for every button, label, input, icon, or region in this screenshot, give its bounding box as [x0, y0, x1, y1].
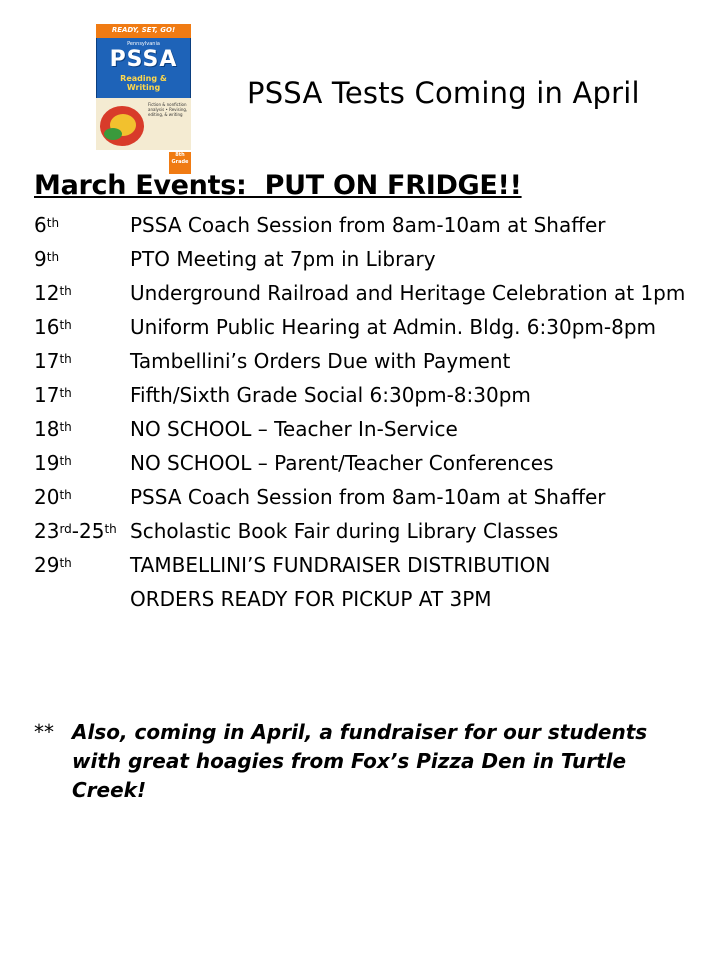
event-day: 29 — [34, 553, 60, 577]
cover-illustration-shape — [104, 128, 122, 140]
event-description: Uniform Public Hearing at Admin. Bldg. 6:30pm-8pm — [130, 315, 657, 339]
event-row — [34, 518, 694, 545]
event-day: 16 — [34, 315, 60, 339]
cover-blurb: Fiction & nonfiction analysis • Revising, editing, & writing — [148, 102, 188, 117]
event-description: PTO Meeting at 7pm in Library — [130, 247, 436, 271]
event-day-suffix: th — [59, 556, 72, 570]
event-day-suffix: th — [59, 284, 72, 298]
event-day: 20 — [34, 485, 60, 509]
event-day-suffix: th — [46, 250, 60, 264]
event-date — [34, 586, 130, 613]
event-description: Tambellini’s Orders Due with Payment — [130, 349, 511, 373]
event-day-suffix: rd — [59, 522, 72, 536]
cover-state: Pennsylvania — [127, 41, 160, 47]
event-day-suffix: th — [59, 420, 72, 434]
event-row — [34, 280, 694, 307]
event-day: 19 — [34, 451, 60, 475]
event-date — [34, 484, 130, 511]
event-date — [34, 450, 130, 477]
event-row — [34, 416, 694, 443]
note-text: Also, coming in April, a fundraiser for our students with great hoagies from Fox’s Pizza Den in Turtle Creek! — [72, 720, 648, 802]
event-row — [34, 314, 694, 341]
event-day-suffix: th — [59, 352, 72, 366]
event-description: Underground Railroad and Heritage Celebration at 1pm — [130, 281, 686, 305]
event-day-suffix: th — [59, 386, 72, 400]
event-date — [34, 280, 130, 307]
event-day: 23 — [34, 519, 60, 543]
event-day-end: -25 — [71, 519, 105, 543]
event-date — [34, 518, 130, 545]
event-row — [34, 212, 694, 239]
event-description: PSSA Coach Session from 8am-10am at Shaffer — [130, 485, 606, 509]
event-day: 9 — [34, 247, 47, 271]
event-row — [34, 552, 694, 579]
event-date — [34, 212, 130, 239]
event-description: PSSA Coach Session from 8am-10am at Shaffer — [130, 213, 606, 237]
event-description: NO SCHOOL – Parent/Teacher Conferences — [130, 451, 554, 475]
event-day: 12 — [34, 281, 60, 305]
event-day-suffix: th — [59, 488, 72, 502]
page-title: PSSA Tests Coming in April — [247, 76, 640, 110]
event-day-end-suffix: th — [104, 522, 117, 536]
event-day: 17 — [34, 349, 60, 373]
event-date — [34, 246, 130, 273]
fundraiser-note — [34, 718, 694, 805]
event-row — [34, 586, 694, 613]
event-description: Fifth/Sixth Grade Social 6:30pm-8:30pm — [130, 383, 531, 407]
event-day: 17 — [34, 383, 60, 407]
cover-title: PSSA — [109, 47, 178, 72]
pssa-book-cover-image — [96, 24, 191, 165]
event-date — [34, 314, 130, 341]
event-row — [34, 246, 694, 273]
event-description: NO SCHOOL – Teacher In-Service — [130, 417, 458, 441]
event-description: TAMBELLINI’S FUNDRAISER DISTRIBUTION — [130, 553, 551, 577]
event-day-suffix: th — [46, 216, 60, 230]
cover-grade-badge: 8th Grade — [169, 152, 191, 174]
event-description: Scholastic Book Fair during Library Classes — [130, 519, 559, 543]
event-date — [34, 382, 130, 409]
cover-subtitle-line2: Writing — [126, 83, 161, 92]
cover-subtitle-line1: Reading & — [120, 74, 167, 83]
event-day-suffix: th — [59, 318, 72, 332]
cover-subtitle — [96, 74, 191, 92]
event-row — [34, 484, 694, 511]
event-row — [34, 382, 694, 409]
note-marker: ** — [34, 720, 54, 744]
event-row — [34, 450, 694, 477]
event-day-suffix: th — [59, 454, 72, 468]
cover-series: READY, SET, GO! — [111, 26, 176, 34]
events-heading: March Events: PUT ON FRIDGE!! — [34, 170, 522, 201]
event-date — [34, 348, 130, 375]
event-day: 18 — [34, 417, 60, 441]
event-row — [34, 348, 694, 375]
event-date — [34, 552, 130, 579]
event-description: ORDERS READY FOR PICKUP AT 3PM — [130, 587, 492, 611]
event-day: 6 — [34, 213, 47, 237]
events-list — [34, 212, 694, 620]
event-date — [34, 416, 130, 443]
